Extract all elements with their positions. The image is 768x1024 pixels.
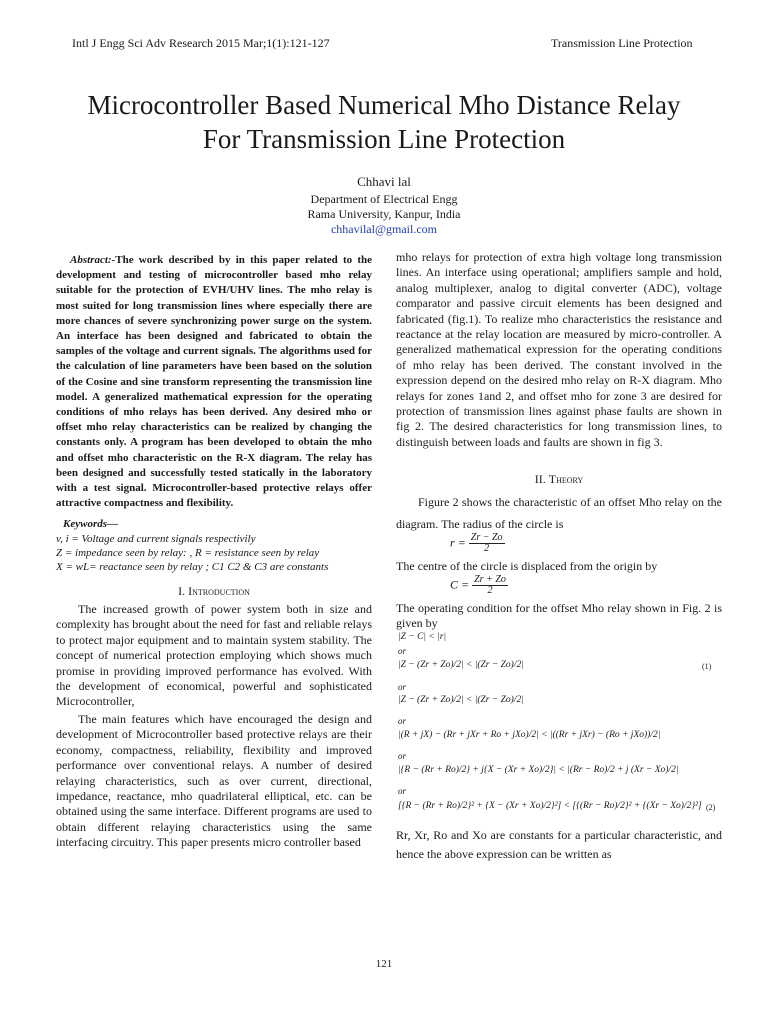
eq-denominator: 2 <box>484 543 490 554</box>
section-title: Theory <box>548 472 584 486</box>
author-name: Chhavi lal <box>357 174 411 189</box>
equation-2-number: (2) <box>706 803 716 812</box>
eq-fraction <box>472 575 508 596</box>
theory-paragraph-2: The centre of the circle is displaced from the origin by <box>396 559 658 573</box>
or-label: or <box>398 786 407 796</box>
theory-paragraph-3: The operating condition for the offset Mho relay shown in Fig. 2 is given by <box>396 601 722 631</box>
theory-paragraph-4: Rr, Xr, Ro and Xo are constants for a particular characteristic, and hence the above expression can be written as <box>396 828 722 861</box>
equation-2: |Z − (Zr + Zo)/2| < |(Zr − Zo)/2| <box>398 695 524 705</box>
eq-numerator: Zr − Zo <box>470 532 503 543</box>
keyword-line-3: X = wL= reactance seen by relay ; C1 C2 & C3 are constants <box>56 561 329 573</box>
equation-1: |Z − (Zr + Zo)/2| < |(Zr − Zo)/2| <box>398 660 524 670</box>
section-title: Introduction <box>188 584 250 598</box>
or-label: or <box>398 751 407 761</box>
or-label: or <box>398 682 407 692</box>
section-theory-heading <box>396 472 722 487</box>
centre-equation: C = $\frac{Zr + Zo}{2}$ <box>450 574 506 596</box>
keyword-line-2: Z = impedance seen by relay: , R = resistance seen by relay <box>56 547 320 559</box>
radius-equation: r = $\frac{Zr - Zo}{2}$ <box>450 532 503 554</box>
intro-paragraph-1: The increased growth of power system both in size and complexity has brought about the need for fast and reliable relays to protect major equipment and to maintain system stability. The concept of numerical protection employing which shows much promise in providing improved performance has evolved. With the development of economical, powerful and sophisticated Microcontroller, <box>56 602 372 709</box>
eq-numerator: Zr + Zo <box>474 574 506 585</box>
or-label: or <box>398 716 407 726</box>
abstract <box>56 253 372 511</box>
keyword-line-1: v, i = Voltage and current signals respectivily <box>56 533 256 545</box>
section-number: II. <box>534 472 549 486</box>
author-email-link[interactable]: chhavilal@gmail.com <box>330 222 438 236</box>
abstract-text: The work described by in this paper related to the development and testing of microcontroller based mho relay suitable for the protection of EVH/UHV lines. The mho relay is most suited for long transmission lines where especially there are more chances of severe synchronizing power surge on the system. An interface has been designed and fabricated to obtain the samples of the voltage and current signals. The algorithms used for the calculation of line parameters have been based on the solution of the Cosine and sine transform representing the transmission line model. A generalized mathematical expression for the operating conditions of mho relays has been derived. Any desired mho or offset mho relay characteristics can be realized by changing the constants only. A program has been developed to obtain the mho and offset mho characteristic on the R-X diagram. The relay has been designed and successfully tested statically in the laboratory with a test signal. Microcontroller-based protective relays offer attractive compactness and flexibility. <box>56 254 372 510</box>
section-introduction-heading <box>56 584 372 599</box>
journal-citation: Intl J Engg Sci Adv Research 2015 Mar;1(1):121-127 <box>72 36 330 50</box>
operating-condition: |Z − C| < |r| <box>398 632 447 642</box>
equation-1-number: (1) <box>702 662 712 671</box>
theory-paragraph-1: Figure 2 shows the characteristic of an offset Mho relay on the diagram. The radius of the circle is <box>396 495 722 531</box>
eq-text: Z − C| < |r| <box>400 632 447 642</box>
keywords-heading: Keywords— <box>63 518 118 530</box>
author-department: Department of Electrical Engg <box>310 192 458 206</box>
equation-3: |(R + jX) − (Rr + jXr + Ro + jXo)/2| < |((Rr + jXr) − (Ro + jXo))/2| <box>398 730 661 740</box>
abstract-label: Abstract:- <box>70 254 116 266</box>
eq-lhs: C <box>450 577 459 592</box>
eq-lhs: r <box>450 535 455 550</box>
page-number: 121 <box>375 958 393 970</box>
eq-fraction <box>469 533 505 554</box>
paper-title <box>0 88 768 156</box>
author-university: Rama University, Kanpur, India <box>307 207 461 221</box>
running-title: Transmission Line Protection <box>551 36 693 50</box>
eq-denominator: 2 <box>487 585 493 596</box>
or-label: or <box>398 646 407 656</box>
equation-5: [{R − (Rr + Ro)/2}² + {X − (Xr + Xo)/2}²] < [{(Rr − Ro)/2}² + {(Xr − Xo)/2}²] <box>398 801 702 811</box>
title-line-2: For Transmission Line Protection <box>202 124 566 154</box>
section-number: I. <box>178 584 189 598</box>
equation-4: |{R − (Rr + Ro)/2} + j{X − (Xr + Xo)/2}| < |(Rr − Ro)/2 + j (Xr − Xo)/2| <box>398 765 679 775</box>
right-paragraph-1: mho relays for protection of extra high voltage long transmission lines. An interface using operational; amplifiers sample and hold, analog multiplexer, analog to digital converter (ADC), voltage comparator and passive circuit elements has been designed and fabricated (fig.1). To realize mho characteristics the resistance and reactance at the relay location are measured by micro-controller. A generalized mathematical expression for the operating conditions of mho relay has been derived. The constant involved in the expression depend on the desired mho relay on R-X diagram. Mho relays for zones 1and 2, and offset mho for zone 3 are desired for protection of transmission lines against phase faults are shown in fig 2. The desired characteristics for long transmission lines, to distinguish between loads and faults are shown in fig 3. <box>396 250 722 449</box>
intro-paragraph-2: The main features which have encouraged the design and development of Microcontroller based protective relays are their economy, compactness, reliability, flexibility and improved performance over conventional relays. A number of desired relaying characteristics, such as over current, directional, impedance, reactance, mho quadrilateral elliptical, etc. can be obtained using the same interface. Different programs are used to obtain different relaying characteristics using the same interfacing circuitry. This paper presents micro controller based <box>56 712 372 850</box>
title-line-1: Microcontroller Based Numerical Mho Distance Relay <box>87 90 681 120</box>
